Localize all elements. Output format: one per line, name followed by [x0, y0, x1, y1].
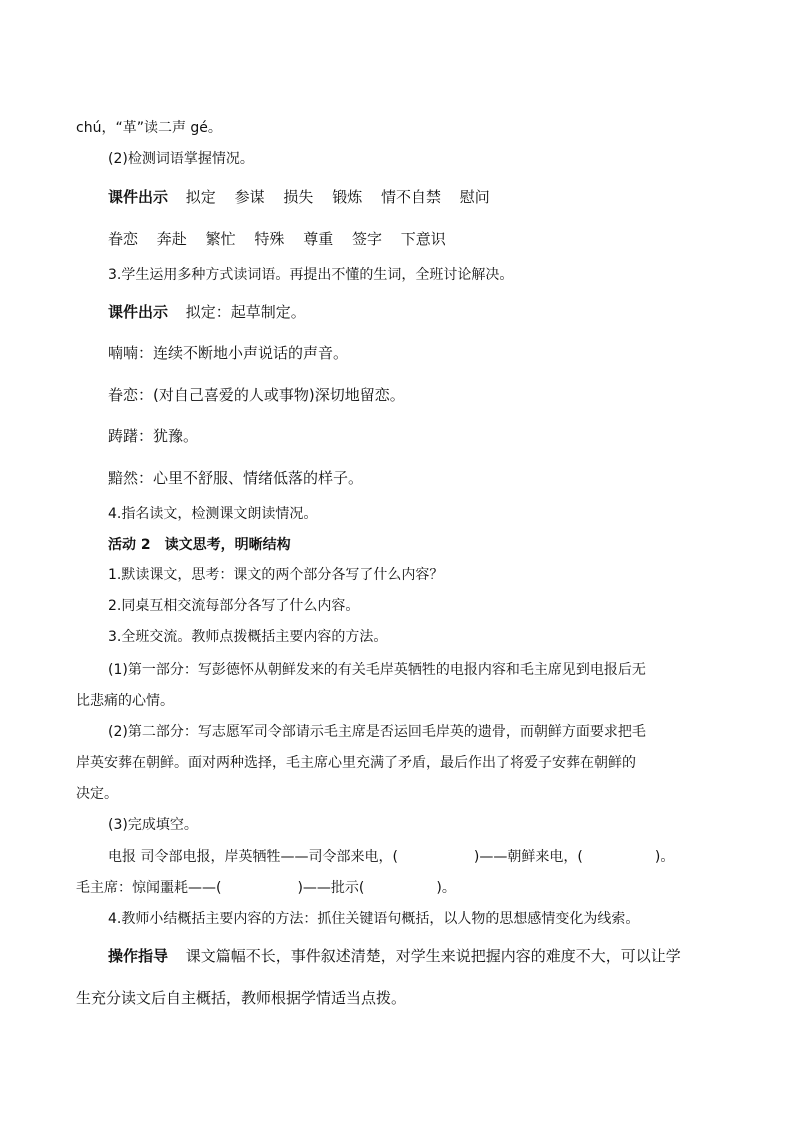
definition-text: 拟定：起草制定。	[185, 303, 306, 321]
vocab-word: 情不自禁	[380, 188, 441, 206]
courseware-words-row2	[108, 232, 460, 247]
courseware-definition-1	[108, 305, 306, 320]
activity-item-4: 4.教师小结概括主要内容的方法：抓住关键语句概括，以人物的思想感情变化为线索。	[108, 911, 640, 927]
step-4: 4.指名读文，检测课文朗读情况。	[108, 506, 318, 522]
guide-label: 操作指导	[108, 947, 169, 965]
vocab-word: 繁忙	[205, 230, 236, 248]
activity-item-2: 2.同桌互相交流每部分各写了什么内容。	[108, 598, 360, 614]
step-3: 3.学生运用多种方式读词语。再提出不懂的生词，全班讨论解决。	[108, 267, 514, 283]
activity-item-3: 3.全班交流。教师点拨概括主要内容的方法。	[108, 629, 388, 645]
courseware-definition-5: 黯然：心里不舒服、情绪低落的样子。	[108, 469, 364, 487]
fill-in-line-2	[76, 881, 456, 895]
vocab-word: 慰问	[459, 188, 490, 206]
part-2-line-1: (2)第二部分：写志愿军司令部请示毛主席是否运回毛岸英的遗骨，而朝鲜方面要求把毛	[108, 724, 646, 740]
courseware-definition-4: 踌躇：犹豫。	[108, 427, 199, 445]
part-1-line-2: 比悲痛的心情。	[76, 693, 174, 709]
fill-text: )——朝鲜来电，(	[473, 849, 583, 865]
vocab-word: 签字	[351, 230, 382, 248]
guide-line-2: 生充分读文后自主概括，教师根据学情适当点拨。	[76, 989, 407, 1007]
fill-text: )。	[436, 880, 456, 896]
vocab-word: 特殊	[254, 230, 285, 248]
vocab-word: 奔赴	[156, 230, 187, 248]
fill-text: )。	[654, 849, 675, 865]
courseware-definition-3: 眷恋：(对自己喜爱的人或事物)深切地留恋。	[108, 386, 405, 404]
activity-2-heading: 活动 2 读文思考，明晰结构	[108, 537, 291, 553]
courseware-definition-2: 喃喃：连续不断地小声说话的声音。	[108, 344, 349, 362]
check-words-title: (2)检测词语掌握情况。	[108, 151, 254, 167]
fill-text: )——批示(	[297, 880, 365, 896]
guide-text: 课文篇幅不长，事件叙述清楚，对学生来说把握内容的难度不大，可以让学	[185, 947, 681, 965]
fill-text: 毛主席：惊闻噩耗——(	[76, 880, 222, 896]
part-2-line-3: 决定。	[76, 786, 118, 802]
fill-in-line-1	[108, 850, 674, 864]
courseware-label: 课件出示	[108, 303, 169, 321]
vocab-word: 锻炼	[332, 188, 363, 206]
part-1-line-1: (1)第一部分：写彭德怀从朝鲜发来的有关毛岸英牺牲的电报内容和毛主席见到电报后无	[108, 662, 646, 678]
courseware-label: 课件出示	[108, 188, 169, 206]
courseware-words-row1	[108, 190, 504, 205]
text-line-pinyin: chú，“革”读二声 gé。	[76, 120, 222, 136]
vocab-word: 下意识	[400, 230, 446, 248]
activity-item-1: 1.默读课文，思考：课文的两个部分各写了什么内容？	[108, 567, 444, 583]
fill-text: 电报 司令部电报，岸英牺牲——司令部来电，(	[108, 849, 398, 865]
vocab-word: 尊重	[303, 230, 334, 248]
vocab-word: 眷恋	[108, 230, 139, 248]
vocab-word: 损失	[283, 188, 314, 206]
vocab-word: 拟定	[185, 188, 216, 206]
part-3: (3)完成填空。	[108, 817, 198, 833]
vocab-word: 参谋	[234, 188, 265, 206]
part-2-line-2: 岸英安葬在朝鲜。面对两种选择，毛主席心里充满了矛盾，最后作出了将爱子安葬在朝鲜的	[76, 755, 636, 771]
guide-line-1	[108, 949, 681, 964]
